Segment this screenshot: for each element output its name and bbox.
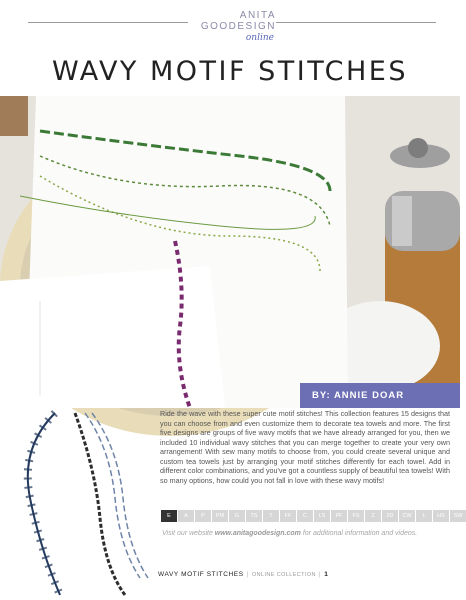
hoop-size-list (161, 510, 466, 522)
hoop-size-pf: PF (331, 510, 347, 522)
logo-text-online: online (245, 33, 274, 43)
hoop-size-ts: TS (246, 510, 262, 522)
page-number: 1 (324, 571, 329, 578)
description-paragraph: Ride the wave with these super cute motif stitches! This collection features 15 designs that you can choose from and even customize them to decorate tea towels and more. The first five designs are groups of five wavy motifs that we have already arranged for you, then we included 10 individual wavy stitches that you can merge together to create your very own arrangement! With sew many motifs to choose from, you could create several unique and custom tea towels just by arranging your motif stitches differently for each towel. Add in different color combinations, and you've got a countless supply of beautiful tea towels! With so many options, how could you not fall in love with these wavy motifs! (160, 409, 450, 485)
hoop-size-p: P (195, 510, 211, 522)
logo-text-anita: ANITA (239, 10, 276, 21)
hoop-size-c: C (297, 510, 313, 522)
footer-separator: | (318, 571, 322, 578)
brand-logo (186, 6, 276, 50)
hoop-size-ls: LS (314, 510, 330, 522)
website-link[interactable]: www.anitagoodesign.com (214, 530, 301, 537)
visit-website-line (162, 530, 452, 537)
hoop-size-g: G (229, 510, 245, 522)
page-footer (158, 571, 328, 578)
hoop-size-e: E (161, 510, 177, 522)
visit-prefix: Visit our website (162, 530, 215, 537)
logo-text-goodesign: GOODESIGN (200, 21, 276, 32)
footer-title: WAVY MOTIF STITCHES (158, 571, 244, 578)
hoop-size-sw: SW (450, 510, 466, 522)
hero-photo (0, 96, 460, 408)
hoop-size-a: A (178, 510, 194, 522)
header-rule-left (28, 22, 188, 23)
hoop-size-hs: HS (433, 510, 449, 522)
stitch-sample-image (0, 408, 155, 595)
hoop-size-cw: CW (399, 510, 415, 522)
header-rule-right (276, 22, 436, 23)
hoop-size-fs: FS (348, 510, 364, 522)
author-byline: BY: ANNIE DOAR (300, 383, 460, 408)
footer-separator: | (246, 571, 249, 578)
hoop-size-ff: FF (280, 510, 296, 522)
hoop-size-l: L (416, 510, 432, 522)
page-title: WAVY MOTIF STITCHES (52, 56, 408, 87)
footer-collection: ONLINE COLLECTION (251, 572, 316, 578)
visit-suffix: for additional information and videos. (300, 530, 418, 537)
hoop-size-2d: 2D (382, 510, 398, 522)
hoop-size-z: Z (365, 510, 381, 522)
hoop-size-t: T (263, 510, 279, 522)
hoop-size-pm: PM (212, 510, 228, 522)
